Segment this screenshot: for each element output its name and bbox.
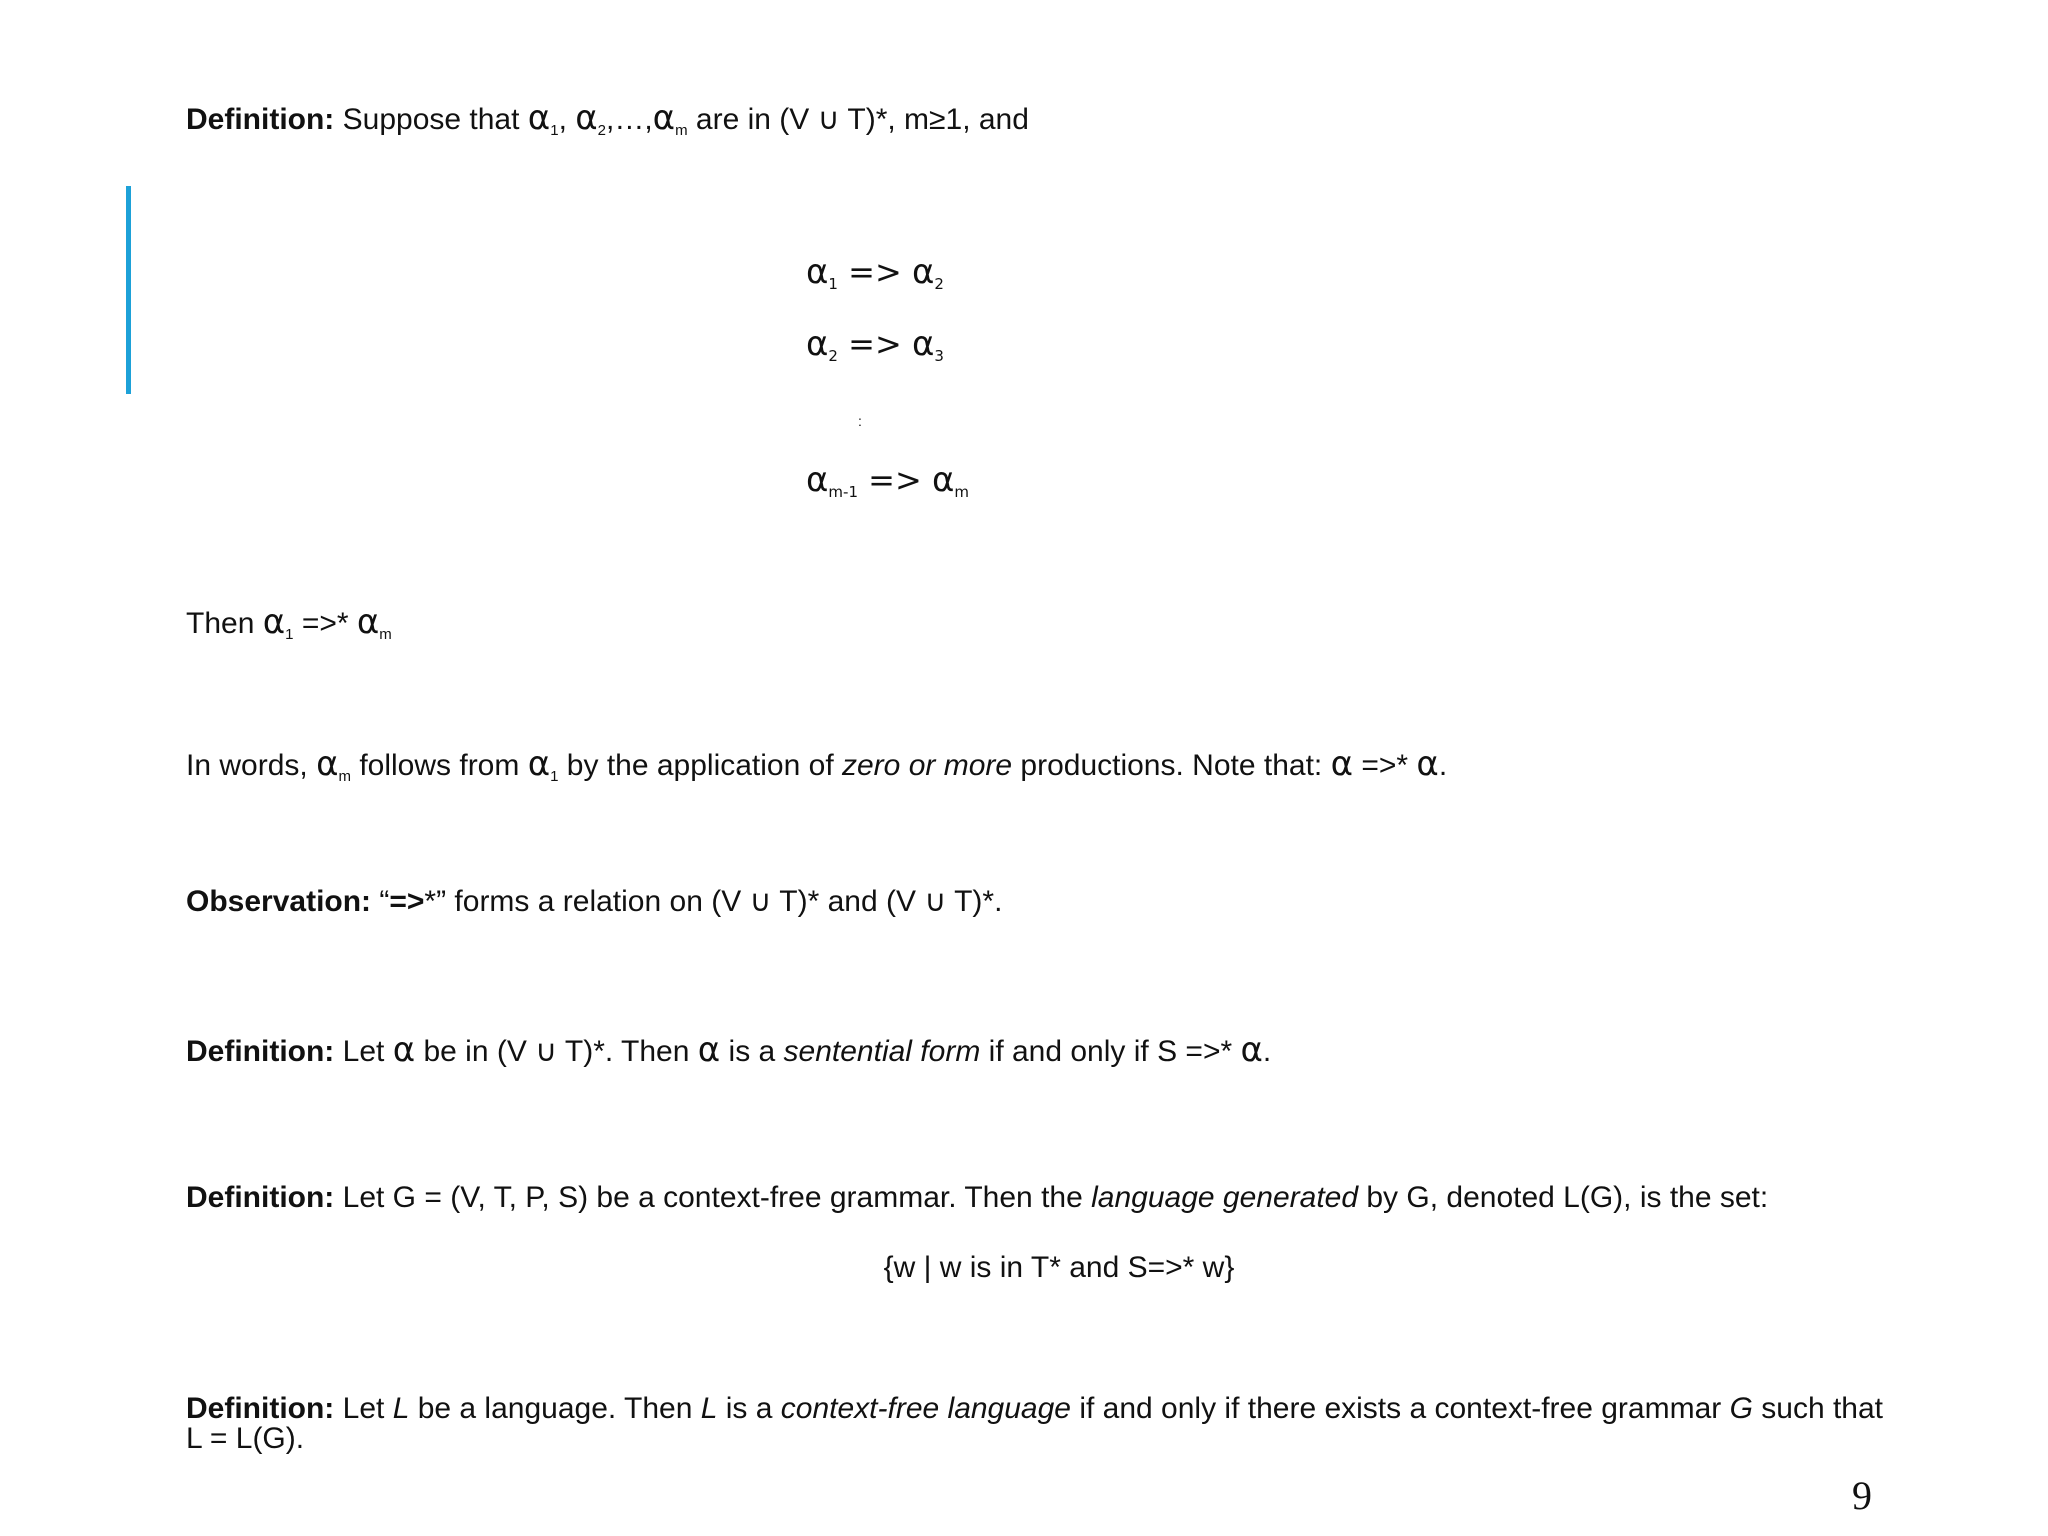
- text-span: be in (V ∪ T)*. Then: [415, 1035, 698, 1068]
- text-span: .: [1438, 749, 1448, 782]
- text-span: Let: [334, 1392, 393, 1425]
- text-span: Let: [334, 1035, 393, 1068]
- alpha-symbol: α: [697, 1030, 721, 1070]
- text-span: Suppose that: [334, 103, 528, 136]
- text-span: be a language. Then: [409, 1392, 701, 1425]
- derivation-row-2: [806, 324, 944, 364]
- subscript: 2: [828, 347, 838, 365]
- definition-label: Definition:: [186, 1181, 335, 1214]
- subscript: m: [379, 626, 392, 643]
- text-span: ,: [558, 103, 576, 136]
- italic-text: L: [700, 1392, 718, 1425]
- subscript: 1: [550, 122, 559, 139]
- derivation-row-1: [806, 252, 944, 292]
- bold-arrow: =>: [389, 885, 425, 918]
- observation-line: [186, 884, 1002, 920]
- text-span: if and only if there exists a context-free grammar: [1070, 1392, 1730, 1425]
- text-span: Then: [186, 607, 263, 640]
- subscript: 1: [828, 275, 838, 293]
- italic-text: zero or more: [842, 749, 1013, 782]
- accent-bar: [126, 186, 131, 394]
- alpha-symbol: α: [1240, 1030, 1263, 1070]
- subscript: m: [675, 122, 688, 139]
- text-span: is a: [717, 1392, 781, 1425]
- definition-derivation-line: [186, 100, 1029, 138]
- definition-cfl-paragraph: [186, 1394, 1886, 1454]
- text-span: by G, denoted L(G), is the set:: [1358, 1181, 1769, 1214]
- definition-label: Definition:: [186, 1392, 335, 1425]
- page-number: 9: [1852, 1473, 1872, 1518]
- italic-text: language generated: [1091, 1181, 1359, 1214]
- italic-text: context-free language: [780, 1392, 1071, 1425]
- arrow: =>: [858, 461, 932, 499]
- text-span: by the application of: [558, 749, 842, 782]
- in-words-line: [186, 746, 1447, 784]
- text-span: “: [371, 885, 390, 918]
- alpha-symbol: α: [931, 460, 955, 500]
- alpha-symbol: α: [652, 98, 676, 138]
- alpha-symbol: α: [527, 98, 551, 138]
- subscript: m: [338, 768, 351, 785]
- italic-text: L: [392, 1392, 410, 1425]
- subscript: 2: [934, 275, 944, 293]
- alpha-symbol: α: [911, 324, 935, 364]
- alpha-symbol: α: [527, 744, 551, 784]
- text-span: is a: [720, 1035, 784, 1068]
- alpha-symbol: α: [316, 744, 339, 784]
- definition-sentential-line: [186, 1032, 1271, 1070]
- alpha-symbol: α: [262, 602, 286, 642]
- definition-language-line: [186, 1180, 1768, 1216]
- arrow: =>: [837, 253, 912, 291]
- vertical-dots: :: [858, 413, 862, 429]
- arrow: =>: [837, 325, 912, 363]
- text-span: follows from: [350, 749, 528, 782]
- text-span: *” forms a relation on (V ∪ T)* and (V ∪ T)*.: [424, 885, 1003, 918]
- text-span: if and only if S =>*: [980, 1035, 1241, 1068]
- definition-label: Definition:: [186, 103, 335, 136]
- language-set: {w | w is in T* and S=>* w}: [883, 1251, 1235, 1284]
- alpha-symbol: α: [575, 98, 598, 138]
- alpha-symbol: α: [806, 252, 829, 292]
- subscript: 1: [550, 768, 559, 785]
- text-span: productions. Note that:: [1012, 749, 1331, 782]
- subscript: 2: [597, 122, 606, 139]
- subscript: 1: [285, 626, 294, 643]
- definition-label: Definition:: [186, 1035, 335, 1068]
- text-span: such that L = L(G).: [186, 1392, 1884, 1455]
- text-span: .: [1262, 1035, 1272, 1068]
- alpha-symbol: α: [806, 324, 829, 364]
- text-span: =>*: [1353, 749, 1417, 782]
- then-line: [186, 604, 392, 642]
- italic-text: sentential form: [783, 1035, 981, 1068]
- alpha-symbol: α: [392, 1030, 416, 1070]
- alpha-symbol: α: [356, 602, 380, 642]
- text-span: Let G = (V, T, P, S) be a context-free grammar. Then the: [334, 1181, 1092, 1214]
- subscript: m: [954, 483, 970, 501]
- alpha-symbol: α: [806, 460, 829, 500]
- text-span: ,…,: [606, 103, 653, 136]
- alpha-symbol: α: [1416, 744, 1439, 784]
- subscript: m-1: [828, 483, 858, 501]
- alpha-symbol: α: [911, 252, 935, 292]
- italic-text: G: [1729, 1392, 1753, 1425]
- arrow: =>*: [293, 607, 357, 640]
- text-span: are in (V ∪ T)*, m≥1, and: [687, 103, 1029, 136]
- subscript: 3: [934, 347, 944, 365]
- derivation-row-3: [806, 460, 969, 500]
- observation-label: Observation:: [186, 885, 372, 918]
- alpha-symbol: α: [1330, 744, 1353, 784]
- text-span: In words,: [186, 749, 317, 782]
